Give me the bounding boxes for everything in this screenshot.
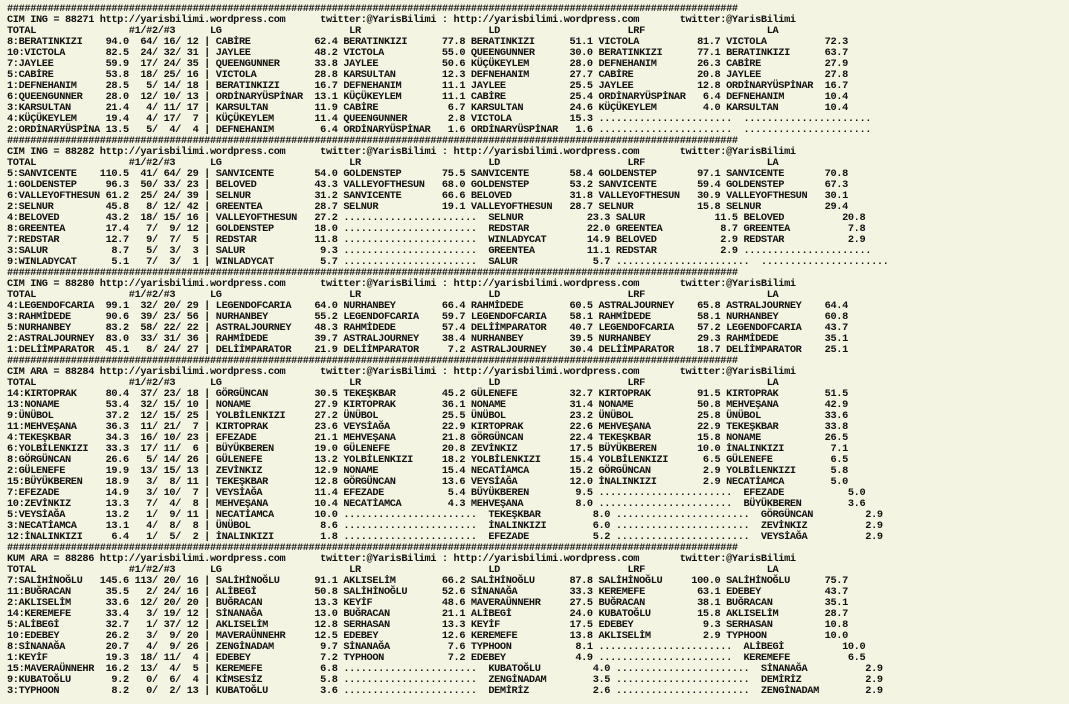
report-line: 2:GÜLENEFE 19.9 13/ 15/ 13 | ZEVİNKIZ 12.9 NONAME 15.4 NECATİAMCA 15.2 GÖRGÜNCAN 2.9 YOLBİLENKIZI 5.8	[7, 465, 848, 477]
report-line: 7:JAYLEE 59.9 17/ 24/ 35 | QUEENGUNNER 33.8 JAYLEE 50.6 KÜÇÜKEYLEM 28.0 DEFNEHANIM 26.3 CABİRE 27.9	[7, 58, 848, 70]
report-line: CIM ARA = 88284 http://yarisbilimi.wordpress.com twitter:@YarisBilimi : http://yarisbilimi.wordpress.com twitter:@YarisBilimi	[7, 366, 796, 378]
report-line: 3:TYPHOON 8.2 0/ 2/ 13 | KUBATOĞLU 3.6 ....................... DEMİRİZ 2.6 ....................... ZENGİNADAM 2.9	[7, 685, 883, 697]
report-line: 2:SELNUR 45.8 8/ 12/ 42 | GREENTEA 28.7 SELNUR 19.1 VALLEYOFTHESUN 28.7 SELNUR 15.8 SELNUR 29.4	[7, 201, 848, 213]
report-line: 9:WINLADYCAT 5.1 7/ 3/ 1 | WINLADYCAT 5.7 ....................... SALUR 5.7 ....................... ......................	[7, 256, 889, 268]
report-line: 4:BELOVED 43.2 18/ 15/ 16 | VALLEYOFTHESUN 27.2 ....................... SELNUR 23.3 SALUR 11.5 BELOVED 20.8	[7, 212, 866, 224]
report-line: 1:GOLDENSTEP 96.3 50/ 33/ 23 | BELOVED 43.3 VALLEYOFTHESUN 68.0 GOLDENSTEP 53.2 SANVICENTE 59.4 GOLDENSTEP 67.3	[7, 179, 848, 191]
report-line: TOTAL #1/#2/#3 LG LR LD LRF LA	[7, 564, 779, 576]
report-line: TOTAL #1/#2/#3 LG LR LD LRF LA	[7, 25, 779, 37]
report-line: KUM ARA = 88286 http://yarisbilimi.wordpress.com twitter:@YarisBilimi : http://yarisbilimi.wordpress.com twitter:@YarisBilimi	[7, 553, 796, 565]
report-line: 6:VALLEYOFTHESUN 61.2 25/ 24/ 39 | SELNUR 31.2 SANVICENTE 66.6 BELOVED 31.8 VALLEYOFTHESUN 30.9 VALLEYOFTHESUN 30.1	[7, 190, 848, 202]
report-line: 1:KEYİF 19.3 18/ 11/ 4 | EDEBEY 7.2 TYPHOON 7.2 EDEBEY 4.9 ....................... KEREMEFE 6.5	[7, 652, 866, 664]
report-line: 7:EFEZADE 14.9 3/ 10/ 7 | VEYSİAĞA 11.4 EFEZADE 5.4 BÜYÜKBEREN 9.5 ....................... EFEZADE 5.0	[7, 487, 866, 499]
report-line: 8:BERATINKIZI 94.0 64/ 16/ 12 | CABİRE 62.4 BERATINKIZI 77.8 BERATINKIZI 51.1 VICTOLA 81.7 VICTOLA 72.3	[7, 36, 848, 48]
report-line: ##############################################################################################################################	[7, 267, 738, 279]
report-line: 3:KARSULTAN 21.4 4/ 11/ 17 | KARSULTAN 11.9 CABİRE 6.7 KARSULTAN 24.6 KÜÇÜKEYLEM 4.0 KARSULTAN 10.4	[7, 102, 848, 114]
report-line: 7:SALİHİNOĞLU 145.6 113/ 20/ 16 | SALİHİNOĞLU 91.1 AKLISELİM 66.2 SALİHİNOĞLU 87.8 SALİHİNOĞLU 100.0 SALİHİNOĞLU 75.7	[7, 575, 848, 587]
report-line: 14:KIRTOPRAK 80.4 37/ 23/ 18 | GÖRGÜNCAN 30.5 TEKEŞKBAR 45.2 GÜLENEFE 32.7 KIRTOPRAK 91.5 KIRTOPRAK 51.5	[7, 388, 848, 400]
report-line: 6:QUEENGUNNER 28.0 12/ 10/ 13 | ORDİNARYÜSPİNAR 13.1 KÜÇÜKEYLEM 11.1 CABİRE 25.4 ORDİNARYÜSPİNAR 6.4 DEFNEHANIM 10.4	[7, 91, 848, 103]
report-line: 5:VEYSİAĞA 13.2 1/ 9/ 11 | NECATİAMCA 10.0 ....................... TEKEŞKBAR 8.0 ....................... GÖRGÜNCAN 2.9	[7, 509, 883, 521]
report-line: 4:KÜÇÜKEYLEM 19.4 4/ 17/ 7 | KÜÇÜKEYLEM 11.4 QUEENGUNNER 2.8 VICTOLA 15.3 ....................... ......................	[7, 113, 872, 125]
report-line: 7:REDSTAR 12.7 9/ 7/ 5 | REDSTAR 11.8 ....................... WINLADYCAT 14.9 BELOVED 2.9 REDSTAR 2.9	[7, 234, 866, 246]
report-line: ##############################################################################################################################	[7, 135, 738, 147]
report-line: 5:ALİBEGİ 32.7 1/ 37/ 12 | AKLISELİM 12.8 SERHASAN 13.3 KEYİF 17.5 EDEBEY 9.3 SERHASAN 10.8	[7, 619, 848, 631]
report-line: 15:MAVERAÜNNEHR 16.2 13/ 4/ 5 | KEREMEFE 6.8 ....................... KUBATOĞLU 4.0 ....................... SİNANAĞA 2.9	[7, 663, 883, 675]
report-line: 8:GREENTEA 17.4 7/ 9/ 12 | GOLDENSTEP 18.0 ....................... REDSTAR 22.0 GREENTEA 8.7 GREENTEA 7.8	[7, 223, 866, 235]
report-line: 5:SANVICENTE 110.5 41/ 64/ 29 | SANVICENTE 54.0 GOLDENSTEP 75.5 SANVICENTE 58.4 GOLDENSTEP 97.1 SANVICENTE 70.8	[7, 168, 848, 180]
report-line: TOTAL #1/#2/#3 LG LR LD LRF LA	[7, 377, 779, 389]
report-line: 2:ASTRALJOURNEY 83.0 33/ 31/ 36 | RAHMİDEDE 39.7 ASTRALJOURNEY 38.4 NURHANBEY 39.5 NURHANBEY 29.3 RAHMİDEDE 35.1	[7, 333, 848, 345]
report-line: 11:MEHVEŞANA 36.3 11/ 21/ 7 | KIRTOPRAK 23.6 VEYSİAĞA 22.9 KIRTOPRAK 22.6 MEHVEŞANA 22.9 TEKEŞKBAR 33.8	[7, 421, 848, 433]
report-line: 5:NURHANBEY 83.2 58/ 22/ 22 | ASTRALJOURNEY 48.3 RAHMİDEDE 57.4 DELİİMPARATOR 40.7 LEGENDOFCARIA 57.2 LEGENDOFCARIA 43.7	[7, 322, 848, 334]
report-line: 3:NECATİAMCA 13.1 4/ 8/ 8 | ÜNÜBOL 8.6 ....................... İNALINKIZI 6.0 ....................... ZEVİNKIZ 2.9	[7, 520, 883, 532]
report-line: 8:GÖRGÜNCAN 26.6 5/ 14/ 26 | GÜLENEFE 13.2 YOLBİLENKIZI 18.2 YOLBİLENKIZI 15.4 YOLBİLENKIZI 6.5 GÜLENEFE 6.5	[7, 454, 848, 466]
report-line: CIM ING = 88271 http://yarisbilimi.wordpress.com twitter:@YarisBilimi : http://yarisbilimi.wordpress.com twitter:@YarisBilimi	[7, 14, 796, 26]
report-line: 10:VICTOLA 82.5 24/ 32/ 31 | JAYLEE 48.2 VICTOLA 55.0 QUEENGUNNER 30.0 BERATINKIZI 77.1 BERATINKIZI 63.7	[7, 47, 848, 59]
report-line: 4:TEKEŞKBAR 34.3 16/ 10/ 23 | EFEZADE 21.1 MEHVEŞANA 21.8 GÖRGÜNCAN 22.4 TEKEŞKBAR 15.8 NONAME 26.5	[7, 432, 848, 444]
report-line: 2:AKLISELİM 33.6 12/ 20/ 20 | BUĞRACAN 13.3 KEYİF 48.6 MAVERAÜNNEHR 27.5 BUĞRACAN 38.1 BUĞRACAN 35.1	[7, 597, 848, 609]
report-line: 15:BÜYÜKBEREN 18.9 3/ 8/ 11 | TEKEŞKBAR 12.8 GÖRGÜNCAN 13.6 VEYSİAĞA 12.0 İNALINKIZI 2.9 NECATİAMCA 5.0	[7, 476, 848, 488]
report-line: 6:YOLBİLENKIZI 33.3 17/ 11/ 6 | BÜYÜKBEREN 19.0 GÜLENEFE 20.8 ZEVİNKIZ 17.5 BÜYÜKBEREN 10.0 İNALINKIZI 7.1	[7, 443, 848, 455]
report-line: 2:ORDİNARYÜSPİNA 13.5 5/ 4/ 4 | DEFNEHANIM 6.4 ORDİNARYÜSPİNAR 1.6 ORDİNARYÜSPİNAR 1.6 ....................... ......................	[7, 124, 872, 136]
report-line: 9:ÜNÜBOL 37.2 12/ 15/ 25 | YOLBİLENKIZI 27.2 ÜNÜBOL 25.5 ÜNÜBOL 23.2 ÜNÜBOL 25.8 ÜNÜBOL 33.6	[7, 410, 848, 422]
report-line: CIM ING = 88282 http://yarisbilimi.wordpress.com twitter:@YarisBilimi : http://yarisbilimi.wordpress.com twitter:@YarisBilimi	[7, 146, 796, 158]
report-line: 10:ZEVİNKIZ 13.3 7/ 4/ 8 | MEHVEŞANA 10.4 NECATİAMCA 4.3 MEHVEŞANA 8.0 ....................... BÜYÜKBEREN 3.6	[7, 498, 866, 510]
report-line: ##############################################################################################################################	[7, 355, 738, 367]
report-line: 3:SALUR 8.7 5/ 3/ 3 | SALUR 9.3 ....................... GREENTEA 11.1 REDSTAR 2.9 ......................	[7, 245, 872, 257]
report-line: 13:NONAME 53.4 32/ 15/ 10 | NONAME 27.9 KIRTOPRAK 36.1 NONAME 31.4 NONAME 50.8 MEHVEŞANA 42.9	[7, 399, 848, 411]
report-line: 10:EDEBEY 26.2 3/ 9/ 20 | MAVERAÜNNEHR 12.5 EDEBEY 12.6 KEREMEFE 13.8 AKLISELİM 2.9 TYPHOON 10.0	[7, 630, 848, 642]
report-line: 4:LEGENDOFCARIA 99.1 32/ 20/ 29 | LEGENDOFCARIA 64.0 NURHANBEY 66.4 RAHMİDEDE 60.5 ASTRALJOURNEY 65.8 ASTRALJOURNEY 64.4	[7, 300, 848, 312]
report-line: 1:DEFNEHANIM 28.5 5/ 14/ 18 | BERATINKIZI 16.7 DEFNEHANIM 11.1 JAYLEE 25.5 JAYLEE 12.8 ORDİNARYÜSPİNAR 16.7	[7, 80, 848, 92]
report-line: 3:RAHMİDEDE 90.6 39/ 23/ 56 | NURHANBEY 55.2 LEGENDOFCARIA 59.7 LEGENDOFCARIA 58.1 RAHMİDEDE 58.1 NURHANBEY 60.8	[7, 311, 848, 323]
report-line: 11:BUĞRACAN 35.5 2/ 24/ 16 | ALİBEGİ 50.8 SALİHİNOĞLU 52.6 SİNANAĞA 33.3 KEREMEFE 63.1 EDEBEY 43.7	[7, 586, 848, 598]
report-line: 14:KEREMEFE 33.4 3/ 19/ 12 | SİNANAĞA 13.0 BUĞRACAN 21.1 ALİBEGİ 24.0 KUBATOĞLU 15.8 AKLISELİM 28.7	[7, 608, 848, 620]
report-line: TOTAL #1/#2/#3 LG LR LD LRF LA	[7, 157, 779, 169]
report-line: ##############################################################################################################################	[7, 3, 738, 15]
report-line: 8:SİNANAĞA 20.7 4/ 9/ 26 | ZENGİNADAM 9.7 SİNANAĞA 7.6 TYPHOON 8.1 ....................... ALİBEGİ 10.0	[7, 641, 866, 653]
report-line: CIM ING = 88280 http://yarisbilimi.wordpress.com twitter:@YarisBilimi : http://yarisbilimi.wordpress.com twitter:@YarisBilimi	[7, 278, 796, 290]
report-line: 1:DELİİMPARATOR 45.1 8/ 24/ 27 | DELİİMPARATOR 21.9 DELİİMPARATOR 7.2 ASTRALJOURNEY 30.4 DELİİMPARATOR 18.7 DELİİMPARATOR 25.1	[7, 344, 848, 356]
report-line: TOTAL #1/#2/#3 LG LR LD LRF LA	[7, 289, 779, 301]
report-line: 9:KUBATOĞLU 9.2 0/ 6/ 4 | KİMSESİZ 5.8 ....................... ZENGİNADAM 3.5 ....................... DEMİRİZ 2.9	[7, 674, 883, 686]
report-line: 5:CABİRE 53.8 18/ 25/ 16 | VICTOLA 28.8 KARSULTAN 12.3 DEFNEHANIM 27.7 CABİRE 20.8 JAYLEE 27.8	[7, 69, 848, 81]
report-line: 12:İNALINKIZI 6.4 1/ 5/ 2 | İNALINKIZI 1.8 ....................... EFEZADE 5.2 ....................... VEYSİAĞA 2.9	[7, 531, 883, 543]
report-line: ##############################################################################################################################	[7, 542, 738, 554]
